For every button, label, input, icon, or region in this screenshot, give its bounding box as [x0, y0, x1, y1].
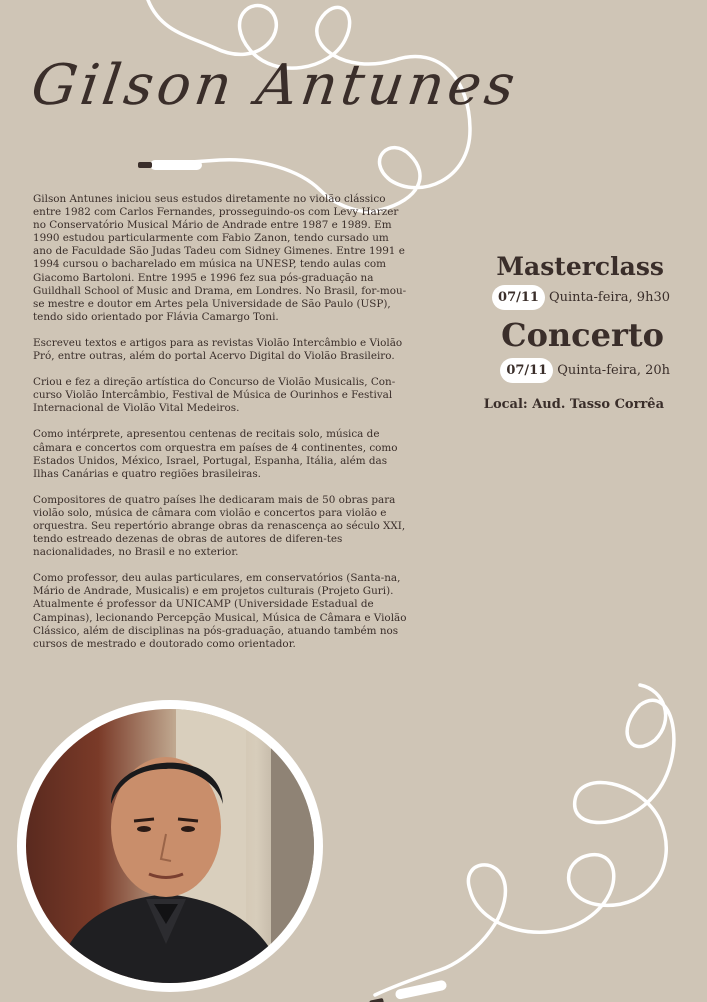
masterclass-heading: Masterclass [496, 252, 664, 281]
masterclass-schedule [470, 285, 670, 310]
bio-paragraph: Gilson Antunes iniciou seus estudos diretamente no violão clássico entre 1982 com Carlos Fernandes, prosseguindo-os com Levy Harzer no Conservatório Musical Mário de Andrade entre 1987 e 1989. Em 1990 estudou particularmente com Fabio Zanon, tendo cursado um ano de Faculdade São Judas Tadeu com Sidney Gimenes. Entre 1991 e 1994 cursou o bacharelado em música na UNESP, tendo aulas com Giacomo Bartoloni. Entre 1995 e 1996 fez sua pós-graduação na Guildhall School of Music and Drama, em Londres. No Brasil, for-mou-se mestre e doutor em Artes pela Universidade de São Paulo (USP), tendo sido orientado por Flávia Camargo Toni. [33, 193, 407, 323]
concert-heading: Concerto [501, 316, 664, 354]
event-info [470, 252, 670, 412]
bio-paragraph: Escreveu textos e artigos para as revistas Violão Intercâmbio e Violão Pró, entre outras, além do portal Acervo Digital do Violão Brasileiro. [33, 336, 403, 363]
concert-time: Quinta-feira, 20h [557, 363, 670, 378]
biography [33, 193, 408, 664]
masterclass-time: Quinta-feira, 9h30 [548, 290, 670, 305]
portrait-frame [17, 700, 323, 992]
bio-paragraph: Criou e fez a direção artística do Concurso de Violão Musicalis, Con-curso Violão Intercâmbio, Festival de Música de Ourinhos e Festival Internacional de Violão Vital Medeiros. [33, 376, 396, 415]
masterclass-date: 07/11 [492, 285, 545, 310]
page-title: Gilson Antunes [27, 53, 523, 118]
portrait-illustration [26, 709, 314, 983]
event-location: Local: Aud. Tasso Corrêa [483, 397, 664, 412]
bio-paragraph: Compositores de quatro países lhe dedicaram mais de 50 obras para violão solo, música de câmara com violão e concertos para violão e orquestra. Seu repertório abrange obras da renascença ao século XXI, tendo estreado dezenas de obras de autores de diferen-tes nacionalidades, no Brasil e no exterior. [33, 493, 406, 559]
bio-paragraph: Como professor, deu aulas particulares, em conservatórios (Santa-na, Mário de Andrade, Musicalis) e em projetos culturais (Projeto Guri). Atualmente é professor da UNICAMP (Universidade Estadual de Campinas), lecionando Percepção Musical, Música de Câmara e Violão Clássico, além de disciplinas na pós-graduação, atuando também nos cursos de mestrado e doutorado como orientador. [33, 572, 407, 650]
concert-date: 07/11 [500, 358, 553, 383]
bio-paragraph: Como intérprete, apresentou centenas de recitais solo, música de câmara e concertos com orquestra em países de 4 continentes, como Estados Unidos, México, Israel, Portugal, Espanha, Itália, além das Ilhas Canárias e quatro regiões brasileiras. [33, 428, 398, 480]
portrait-photo [26, 709, 314, 983]
concert-schedule [470, 358, 670, 383]
